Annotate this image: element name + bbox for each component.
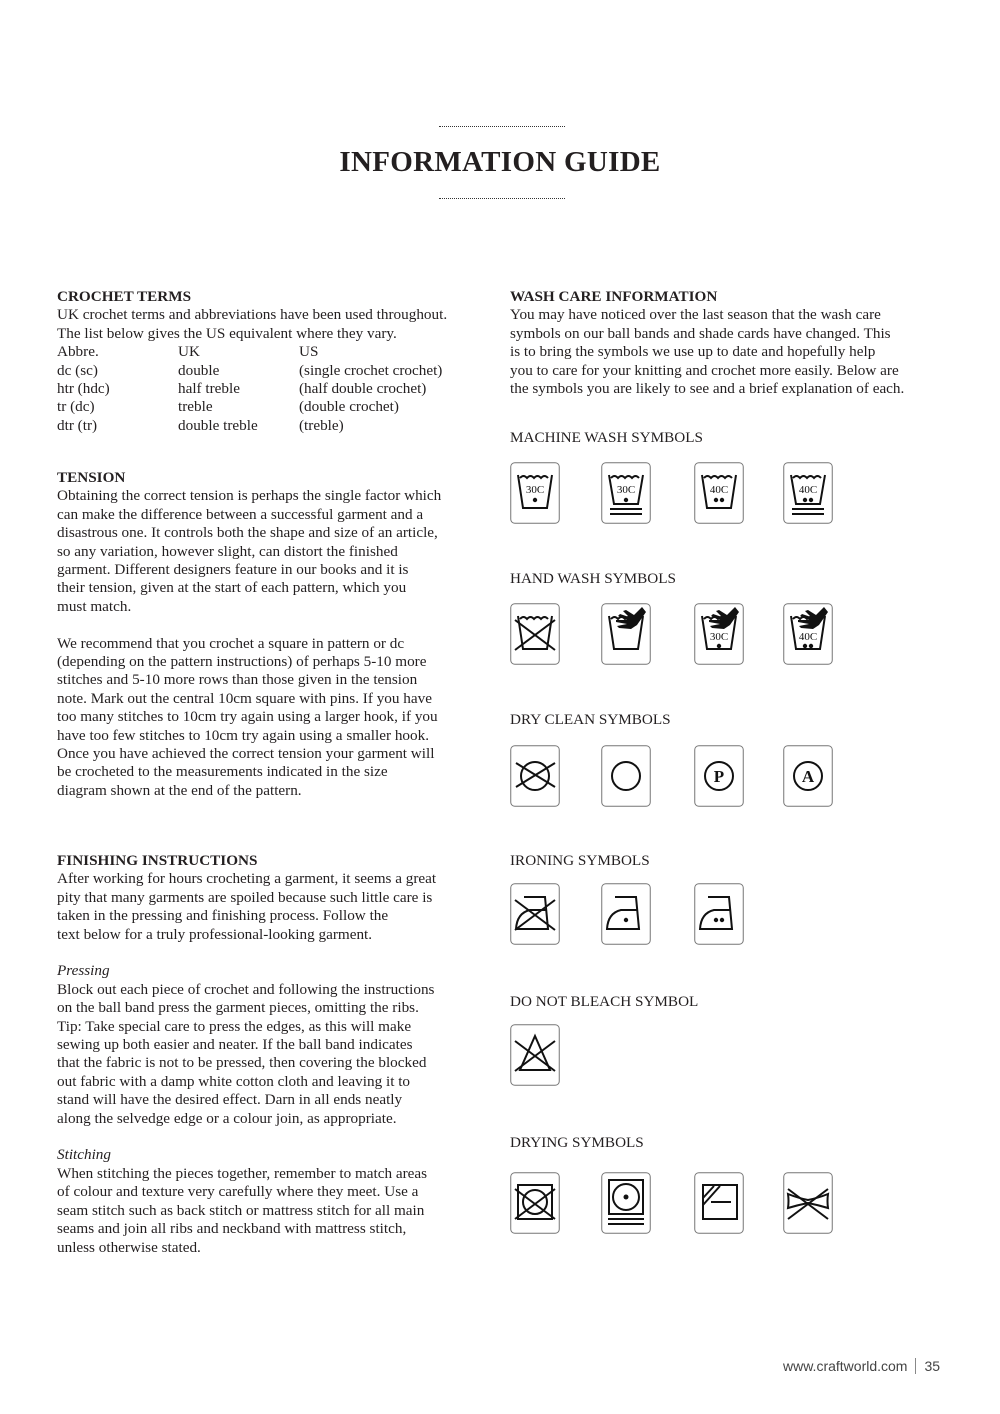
svg-text:30C: 30C	[525, 484, 545, 496]
text-line: Once you have achieved the correct tension your garment will	[57, 745, 435, 763]
text-line: The list below gives the US equivalent where they vary.	[57, 324, 397, 342]
terms-cell: double treble	[178, 416, 258, 434]
terms-cell: (treble)	[299, 416, 344, 434]
svg-text:30C: 30C	[709, 631, 729, 643]
text-line: the symbols you are likely to see and a brief explanation of each.	[510, 380, 905, 398]
symbol-row	[510, 745, 850, 807]
do-not-wring-icon	[783, 1172, 833, 1234]
text-line: so any variation, however slight, can distort the finished	[57, 542, 398, 560]
terms-cell: dtr (tr)	[57, 416, 98, 434]
text-line: When stitching the pieces together, remember to match areas	[57, 1164, 428, 1182]
terms-cell: double	[178, 361, 220, 379]
iron-medium-icon	[694, 883, 744, 945]
dry-clean-icon	[601, 745, 651, 807]
text-line: garment. Different designers feature in our books and it is	[57, 561, 409, 579]
footer	[783, 1358, 940, 1374]
title-rule-bottom	[439, 198, 565, 199]
paragraph	[57, 635, 497, 801]
text-line: disastrous one. It controls both the shape and size of an article,	[57, 524, 438, 542]
symbol-group-label: MACHINE WASH SYMBOLS	[510, 429, 703, 446]
terms-header: UK	[178, 343, 200, 361]
paragraph	[57, 981, 497, 1128]
terms-cell: treble	[178, 398, 213, 416]
symbol-row	[510, 1172, 850, 1234]
machine-wash-30-icon	[510, 462, 560, 524]
paragraph	[57, 1165, 497, 1257]
crochet-terms-heading: CROCHET TERMS	[57, 288, 192, 305]
paragraph	[57, 870, 497, 944]
text-line: stitches and 5-10 more rows than those given in the tension	[57, 671, 418, 689]
symbol-group-label: HAND WASH SYMBOLS	[510, 570, 676, 587]
tension-section	[57, 469, 497, 800]
symbol-row	[510, 603, 850, 665]
terms-cell: (double crochet)	[299, 398, 399, 416]
wash-care-heading: WASH CARE INFORMATION	[510, 288, 718, 305]
symbol-row	[510, 883, 850, 945]
text-line: Obtaining the correct tension is perhaps the single factor which	[57, 487, 442, 505]
footer-site: www.craftworld.com	[783, 1358, 908, 1374]
symbol-group-label: IRONING SYMBOLS	[510, 852, 650, 869]
stitching-subheading: Stitching	[57, 1146, 111, 1164]
text-line: seams and join all ribs and neckband with mattress stitch,	[57, 1220, 407, 1238]
terms-cell: htr (hdc)	[57, 380, 110, 398]
pressing-subheading: Pressing	[57, 962, 110, 980]
do-not-tumble-dry-icon	[510, 1172, 560, 1234]
text-line: be crocheted to the measurements indicated in the size	[57, 763, 388, 781]
text-line: of colour and texture very carefully where they meet. Use a	[57, 1183, 419, 1201]
dry-clean-p-icon	[694, 745, 744, 807]
do-not-iron-icon	[510, 883, 560, 945]
terms-cell: (half double crochet)	[299, 380, 427, 398]
tumble-dry-low-gentle-icon	[601, 1172, 651, 1234]
wash-care-section	[510, 288, 960, 398]
machine-wash-40-gentle-icon	[783, 462, 833, 524]
text-line: is to bring the symbols we use up to date and hopefully help	[510, 343, 876, 361]
text-line: UK crochet terms and abbreviations have been used throughout.	[57, 306, 448, 324]
terms-cell: dc (sc)	[57, 361, 98, 379]
text-line: taken in the pressing and finishing process. Follow the	[57, 907, 389, 925]
iron-low-icon	[601, 883, 651, 945]
text-line: Tip: Take special care to press the edges, as this will make	[57, 1017, 412, 1035]
tension-heading: TENSION	[57, 469, 126, 486]
do-not-bleach-icon	[510, 1024, 560, 1086]
dry-flat-in-shade-icon	[694, 1172, 744, 1234]
text-line: (depending on the pattern instructions) of perhaps 5-10 more	[57, 653, 427, 671]
text-line: seam stitch such as back stitch or mattress stitch for all main	[57, 1201, 425, 1219]
svg-text:P: P	[713, 767, 725, 786]
dry-clean-a-icon	[783, 745, 833, 807]
machine-wash-30-gentle-icon	[601, 462, 651, 524]
text-line: pity that many garments are spoiled because such little care is	[57, 888, 433, 906]
crochet-terms-section	[57, 288, 497, 435]
finishing-heading: FINISHING INSTRUCTIONS	[57, 852, 258, 869]
text-line: too many stitches to 10cm try again using a larger hook, if you	[57, 708, 438, 726]
symbol-group-label: DO NOT BLEACH SYMBOL	[510, 993, 699, 1010]
symbol-row	[510, 462, 850, 524]
text-line: their tension, given at the start of each pattern, which you	[57, 579, 407, 597]
text-line: stand will have the desired effect. Darn in all ends neatly	[57, 1091, 403, 1109]
footer-divider	[915, 1358, 916, 1374]
text-line: have too few stitches to 10cm try again using a smaller hook.	[57, 726, 430, 744]
finishing-section	[57, 852, 497, 1257]
svg-text:40C: 40C	[798, 484, 818, 496]
page-title: INFORMATION GUIDE	[339, 146, 661, 178]
text-line: You may have noticed over the last season that the wash care	[510, 306, 881, 324]
terms-table	[57, 343, 497, 435]
hand-wash-30-icon	[694, 603, 744, 665]
terms-cell: (single crochet crochet)	[299, 361, 443, 379]
terms-header: Abbre.	[57, 343, 99, 361]
text-line: After working for hours crocheting a garment, it seems a great	[57, 870, 437, 888]
page-number: 35	[924, 1358, 941, 1374]
hand-wash-40-icon	[783, 603, 833, 665]
text-line: unless otherwise stated.	[57, 1238, 201, 1256]
text-line: out fabric with a damp white cotton cloth and leaving it to	[57, 1072, 411, 1090]
text-line: can make the difference between a successful garment and a	[57, 505, 424, 523]
svg-text:40C: 40C	[798, 631, 818, 643]
svg-text:30C: 30C	[616, 484, 636, 496]
symbol-group-label: DRYING SYMBOLS	[510, 1134, 644, 1151]
text-line: on the ball band press the garment pieces, omitting the ribs.	[57, 999, 419, 1017]
svg-text:A: A	[801, 767, 815, 786]
symbol-row	[510, 1024, 850, 1086]
text-line: that the fabric is not to be pressed, then covering the blocked	[57, 1054, 427, 1072]
text-line: symbols on our ball bands and shade cards have changed. This	[510, 324, 891, 342]
text-line: Block out each piece of crochet and following the instructions	[57, 980, 435, 998]
symbol-group-label: DRY CLEAN SYMBOLS	[510, 711, 671, 728]
text-line: diagram shown at the end of the pattern.	[57, 781, 302, 799]
hand-wash-icon	[601, 603, 651, 665]
terms-header: US	[299, 343, 319, 361]
terms-cell: half treble	[178, 380, 240, 398]
do-not-wash-icon	[510, 603, 560, 665]
title-rule-top	[439, 126, 565, 127]
text-line: along the selvedge edge or a colour join, as appropriate.	[57, 1109, 397, 1127]
text-line: sewing up both easier and neater. If the ball band indicates	[57, 1036, 413, 1054]
text-line: text below for a truly professional-looking garment.	[57, 925, 373, 943]
text-line: note. Mark out the central 10cm square with pins. If you have	[57, 689, 432, 707]
text-line: We recommend that you crochet a square in pattern or dc	[57, 634, 405, 652]
text-line: must match.	[57, 597, 132, 615]
terms-cell: tr (dc)	[57, 398, 95, 416]
text-line: you to care for your knitting and crochet more easily. Below are	[510, 361, 899, 379]
machine-wash-40-icon	[694, 462, 744, 524]
paragraph	[510, 306, 960, 398]
svg-text:40C: 40C	[709, 484, 729, 496]
paragraph	[57, 487, 497, 616]
do-not-dry-clean-icon	[510, 745, 560, 807]
